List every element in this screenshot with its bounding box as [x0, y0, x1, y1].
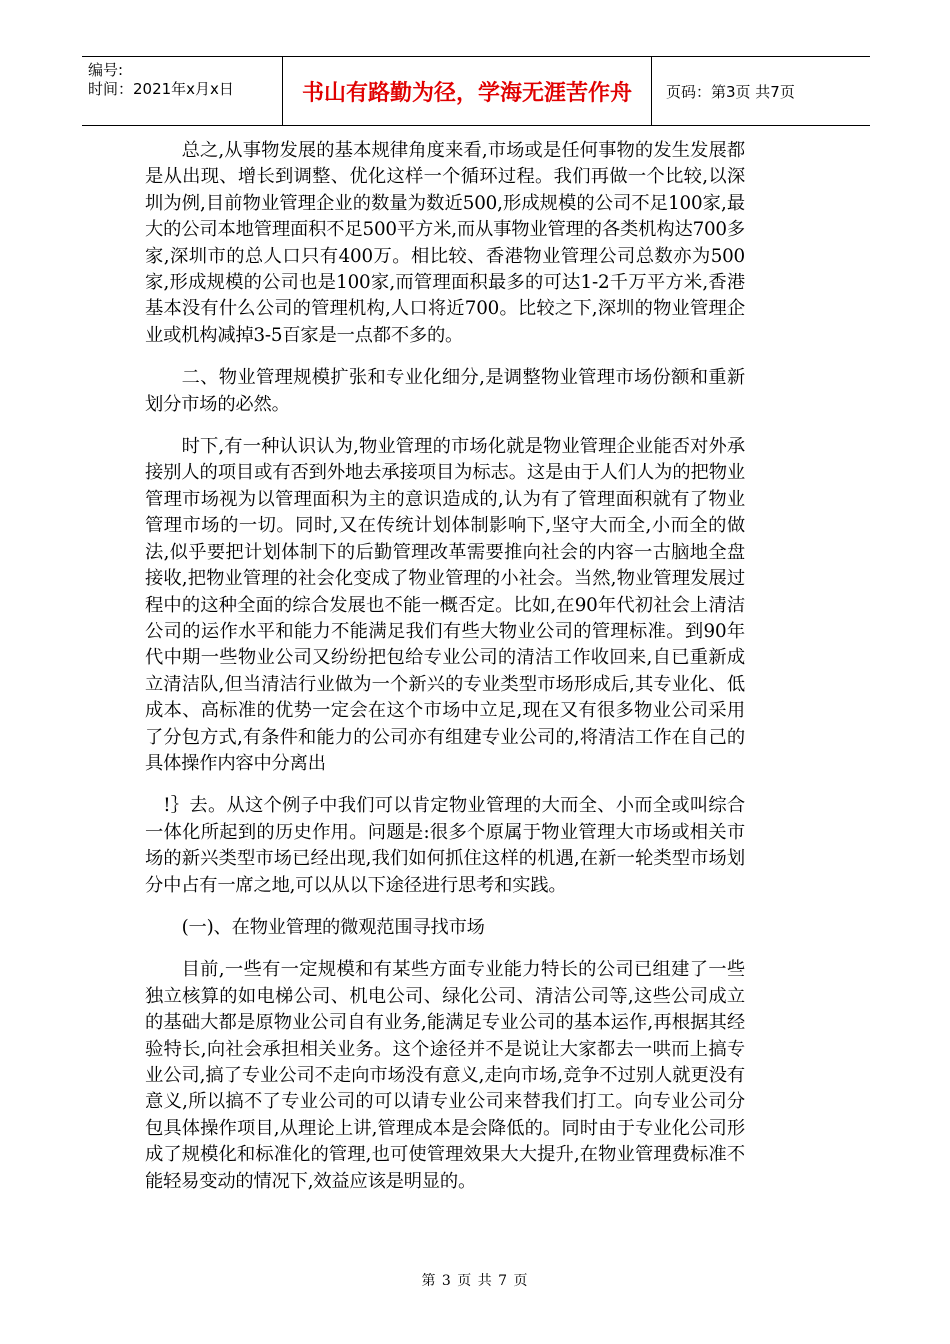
- paragraph: 总之,从事物发展的基本规律角度来看,市场或是任何事物的发生发展都是从出现、增长到调整、优化这样一个循环过程。我们再做一个比较,以深圳为例,目前物业管理企业的数量为数近500,形成规模的公司不足100家,最大的公司本地管理面积不足500平方米,而从事物业管理的各类机构达700多家,深圳市的总人口只有400万。相比较、香港物业管理公司总数亦为500家,形成规模的公司也是100家,而管理面积最多的可达1-2千万平方米,香港基本没有什么公司的管理机构,人口将近700。比较之下,深圳的物业管理企业或机构减掉3-5百家是一点都不多的。: [145, 140, 745, 346]
- page-header: [82, 56, 870, 126]
- page-footer: 第 3 页 共 7 页: [421, 1273, 529, 1289]
- document-number-label: 编号:: [88, 61, 124, 79]
- section-heading: 二、物业管理规模扩张和专业化细分,是调整物业管理市场份额和重新划分市场的必然。: [145, 367, 745, 415]
- document-time-label: 时间：2021年x月x日: [88, 80, 234, 98]
- paragraph: !｝去。从这个例子中我们可以肯定物业管理的大而全、小而全或叫综合一体化所起到的历史作用。问题是:很多个原属于物业管理大市场或相关市场的新兴类型市场已经出现,我们如何抓住这样的机遇,在新一轮类型市场划分中占有一席之地,可以从以下途径进行思考和实践。: [145, 795, 745, 896]
- document-body: [145, 138, 745, 1211]
- header-motto: 书山有路勤为径，学海无涯苦作舟: [282, 57, 652, 125]
- header-meta: [82, 57, 282, 125]
- paragraph: 目前,一些有一定规模和有某些方面专业能力特长的公司已组建了一些独立核算的如电梯公司、机电公司、绿化公司、清洁公司等,这些公司成立的基础大都是原物业公司自有业务,能满足专业公司的基本运作,再根据其经验特长,向社会承担相关业务。这个途径并不是说让大家都去一哄而上搞专业公司,搞了专业公司不走向市场没有意义,走向市场,竞争不过别人就更没有意义,所以搞不了专业公司的可以请专业公司来替我们打工。向专业公司分包具体操作项目,从理论上讲,管理成本是会降低的。同时由于专业化公司形成了规模化和标准化的管理,也可使管理效果大大提升,在物业管理费标准不能轻易变动的情况下,效益应该是明显的。: [145, 959, 745, 1192]
- paragraph: 时下,有一种认识认为,物业管理的市场化就是物业管理企业能否对外承接别人的项目或有否到外地去承接项目为标志。这是由于人们人为的把物业管理市场视为以管理面积为主的意识造成的,认为有了管理面积就有了物业管理市场的一切。同时,又在传统计划体制影响下,坚守大而全,小而全的做法,似乎要把计划体制下的后勤管理改革需要推向社会的内容一古脑地全盘接收,把物业管理的社会化变成了物业管理的小社会。当然,物业管理发展过程中的这种全面的综合发展也不能一概否定。比如,在90年代初社会上清洁公司的运作水平和能力不能满足我们有些大物业公司的管理标准。到90年代中期一些物业公司又纷纷把包给专业公司的清洁工作收回来,自已重新成立清洁队,但当清洁行业做为一个新兴的专业类型市场形成后,其专业化、低成本、高标准的优势一定会在这个市场中立足,现在又有很多物业公司采用了分包方式,有条件和能力的公司亦有组建专业公司的,将清洁工作在自己的具体操作内容中分离出: [145, 436, 745, 774]
- subsection-heading: (一)、在物业管理的微观范围寻找市场: [181, 916, 485, 938]
- header-page-info: 页码：第3页 共7页: [666, 82, 795, 101]
